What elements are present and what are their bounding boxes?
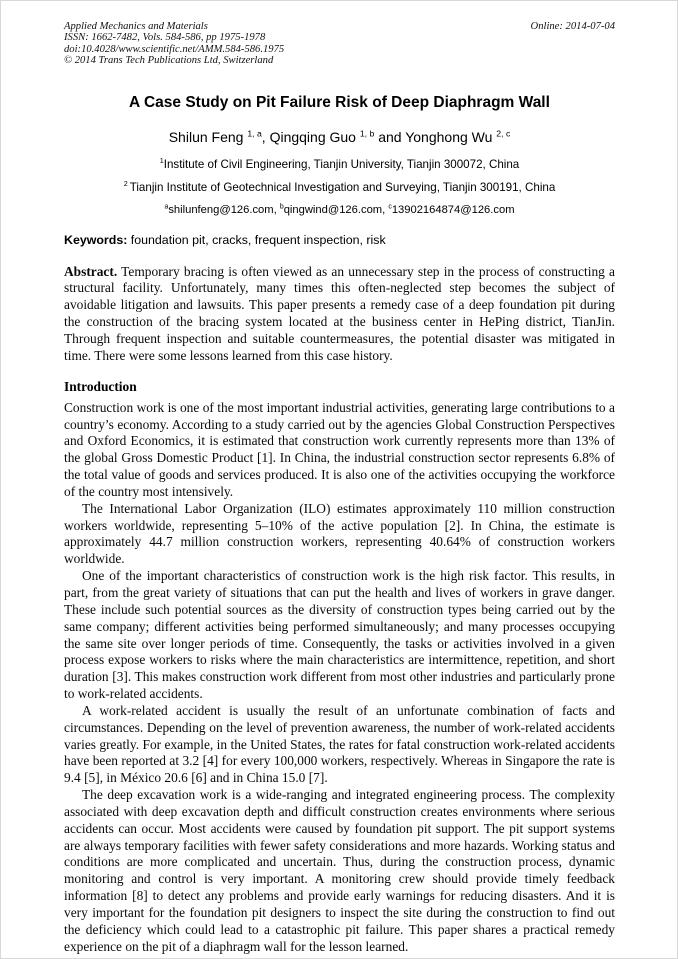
- author-name: Shilun Feng: [168, 128, 248, 145]
- keywords-line: [64, 233, 615, 247]
- issn-line: ISSN: 1662-7482, Vols. 584-586, pp 1975-1978: [64, 32, 266, 44]
- author-affil-mark: 1, a: [247, 127, 262, 138]
- author-affil-mark: 1, b: [359, 127, 375, 138]
- affiliation-2: [64, 178, 615, 195]
- author-name: and Yonghong Wu: [374, 128, 497, 145]
- abstract-label: Abstract.: [64, 263, 118, 279]
- keywords-text: foundation pit, cracks, frequent inspection, risk: [127, 232, 386, 247]
- paper-title: A Case Study on Pit Failure Risk of Deep Diaphragm Wall: [129, 93, 550, 111]
- email-mark: c: [388, 202, 392, 210]
- email-mark: b: [279, 202, 284, 210]
- affil-mark: 1: [159, 155, 164, 165]
- doi-line: doi:10.4028/www.scientific.net/AMM.584-586.1975: [64, 43, 285, 55]
- paragraph: One of the important characteristics of construction work is the high risk factor. This results, in part, from the great variety of situations that can put the health and lives of workers in grave danger. These include such potential sources as the diversity of construction types being carried out by the same company; different activities being performed simultaneously; and many processes occupying the same site over longer periods of time. Consequently, the tasks or activities involved in a given process expose workers to risks where the main characteristics are intermittence, repetition, and short duration [3]. This makes construction work different from most other industries and particularly prone to work-related accidents.: [64, 568, 615, 702]
- affiliation-text: Tianjin Institute of Geotechnical Investigation and Surveying, Tianjin 300191, China: [129, 180, 556, 194]
- author-name: , Qingqing Guo: [261, 128, 360, 145]
- affil-mark: 2: [123, 178, 130, 188]
- journal-header: [64, 21, 615, 67]
- paragraph: A work-related accident is usually the result of an unfortunate combination of facts and circumstances. Depending on the level of prevention awareness, the number of work-related accidents varies greatly. For example, in the United States, the rates for fatal construction work-related accidents have been reported at 3.2 [4] for every 100,000 workers, respectively. Whereas in Singapore the rate is 9.4 [5], in México 20.6 [6] and in China 15.0 [7].: [64, 702, 615, 786]
- abstract: [64, 264, 615, 365]
- email-address: qingwind@126.com,: [283, 203, 389, 216]
- author-affil-mark: 2, c: [496, 127, 511, 138]
- affiliation-text: Institute of Civil Engineering, Tianjin University, Tianjin 300072, China: [163, 157, 520, 171]
- keywords-label: Keywords:: [64, 232, 128, 247]
- abstract-text: Temporary bracing is often viewed as an unnecessary step in the process of constructing a structural facility. Unfortunately, many times this often-neglected step becomes the subject of avoidable litigation and lawsuits. This paper presents a remedy case of a deep foundation pit during the construction of the bracing system located at the business center in HePing district, TianJin. Through frequent inspection and suitable countermeasures, the potential disaster was mitigated in time. There were some lessons learned from this case history.: [64, 263, 615, 363]
- paragraph: The International Labor Organization (ILO) estimates approximately 110 million construction workers worldwide, representing 5–10% of the active population [2]. In China, the estimate is approximately 44.7 million construction workers, representing 40.64% of construction workers worldwide.: [64, 500, 615, 567]
- affiliation-1: [64, 155, 615, 172]
- paragraph: The deep excavation work is a wide-ranging and integrated engineering process. The complexity associated with deep excavation depth and difficult construction creates environments where serious accidents can occur. Most accidents were caused by foundation pit support. The pit support systems are always temporary facilities with fewer safety considerations and more hazards. Working status and conditions are more complicated and uncertain. Thus, during the construction process, dynamic monitoring and control is very important. A monitoring crew should provide timely feedback information [8] to detect any problems and provide early warnings for reducing disasters. And it is very important for the foundation pit designers to inspect the site during the construction to find out the deficiency which could lead to a catastrophic pit failure. This paper shares a practical remedy experience on the pit of a diaphragm wall for the lesson learned.: [64, 787, 615, 954]
- authors-line: [64, 129, 615, 146]
- email-mark: a: [164, 202, 169, 210]
- online-date: Online: 2014-07-04: [530, 21, 615, 32]
- introduction-body: [64, 400, 615, 956]
- journal-name: Applied Mechanics and Materials: [64, 21, 208, 32]
- email-address: 13902164874@126.com: [391, 203, 515, 216]
- author-emails: [64, 204, 615, 216]
- paragraph: Construction work is one of the most important industrial activities, generating large contributions to a country’s economy. According to a study carried out by the agencies Global Construction Perspectives and Oxford Economics, it is estimated that construction work currently represents more than 13% of the global Gross Domestic Product [1]. In China, the industrial construction sector represents 6.8% of the total value of goods and services produced. It is also one of the activities occupying the workforce of the country most intensively.: [64, 399, 615, 499]
- copyright-line: © 2014 Trans Tech Publications Ltd, Switzerland: [64, 55, 274, 67]
- email-address: shilunfeng@126.com,: [168, 203, 280, 216]
- section-heading-introduction: Introduction: [64, 378, 137, 394]
